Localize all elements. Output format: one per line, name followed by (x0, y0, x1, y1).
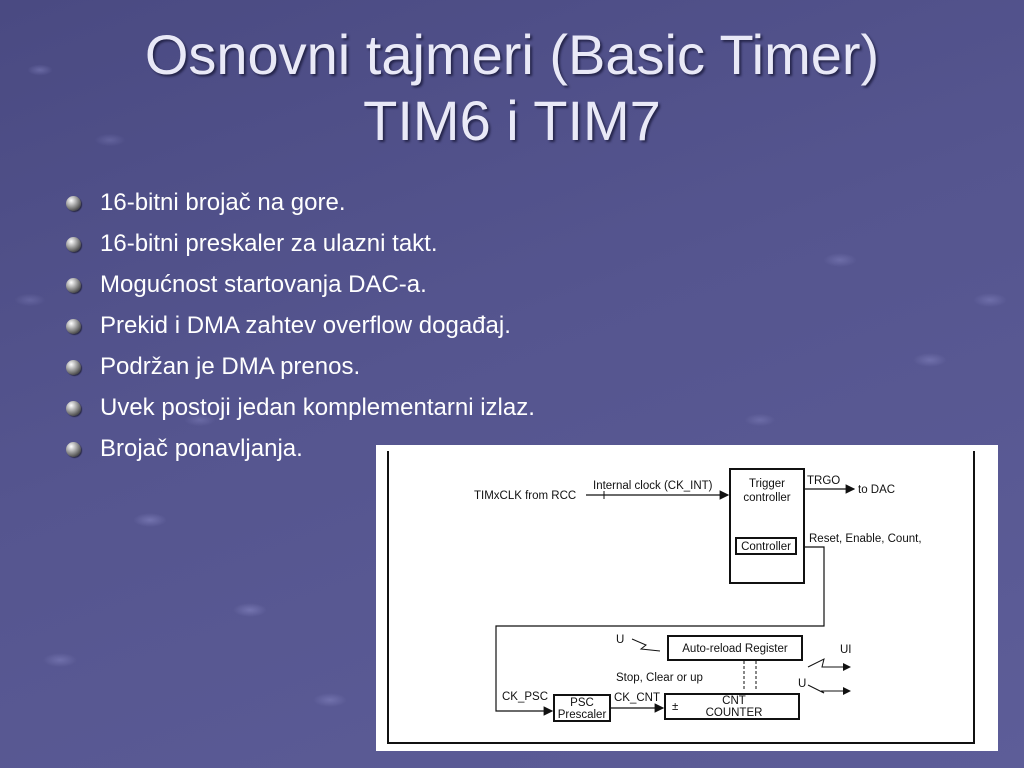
trgo-label: TRGO (807, 475, 841, 487)
stop-clear-label: Stop, Clear or up (616, 672, 703, 684)
timxclk-label: TIMxCLK from RCC (474, 490, 577, 502)
slide-title-line1: Osnovni tajmeri (Basic Timer) (144, 23, 880, 86)
controller-label: Controller (741, 541, 791, 553)
bullet-item (64, 307, 535, 348)
slide-title-line2: TIM6 i TIM7 (363, 89, 661, 152)
u-output-arrow (808, 685, 850, 693)
ui-output-arrow (808, 659, 850, 667)
plus-minus-label: ± (672, 701, 679, 713)
internal-clock-label: Internal clock (CK_INT) (593, 480, 713, 492)
reset-enable-label: Reset, Enable, Count, (809, 533, 922, 545)
bullet-item (64, 266, 535, 307)
bullet-text: Podržan je DMA prenos. (100, 353, 361, 380)
auto-reload-label: Auto-reload Register (682, 643, 788, 655)
ck-psc-label: CK_PSC (502, 691, 549, 703)
ui-label: UI (840, 644, 852, 656)
slide-title (0, 22, 1024, 154)
diagram-svg (376, 445, 998, 751)
bullet-text: 16-bitni brojač na gore. (100, 189, 346, 216)
psc-label: PSC (570, 697, 594, 709)
controller-label-top: controller (743, 492, 791, 504)
u-event-arrow (632, 639, 660, 651)
bullet-icon (66, 401, 81, 416)
bullet-text: Brojač ponavljanja. (100, 435, 303, 462)
bullet-icon (66, 442, 81, 457)
cnt-label: CNT (722, 695, 746, 707)
bullet-item (64, 389, 535, 430)
bullet-icon (66, 196, 81, 211)
trigger-label: Trigger (749, 478, 785, 490)
bullet-icon (66, 319, 81, 334)
bullet-icon (66, 278, 81, 293)
bullet-text: Uvek postoji jedan komplementarni izlaz. (100, 394, 535, 421)
bullet-text: Prekid i DMA zahtev overflow događaj. (100, 312, 511, 339)
u-label-top: U (616, 634, 625, 646)
bullet-item (64, 184, 535, 225)
timer-block-diagram (376, 445, 998, 751)
ck-cnt-label: CK_CNT (614, 692, 661, 704)
bullet-text: 16-bitni preskaler za ulazni takt. (100, 230, 438, 257)
bullet-text: Mogućnost startovanja DAC-a. (100, 271, 427, 298)
bullet-item (64, 348, 535, 389)
prescaler-label: Prescaler (557, 709, 607, 721)
to-dac-label: to DAC (858, 484, 896, 496)
bullet-item (64, 225, 535, 266)
u-label-right: U (798, 678, 807, 690)
counter-label: COUNTER (705, 707, 763, 719)
bullet-list (64, 184, 535, 471)
bullet-icon (66, 237, 81, 252)
bullet-icon (66, 360, 81, 375)
